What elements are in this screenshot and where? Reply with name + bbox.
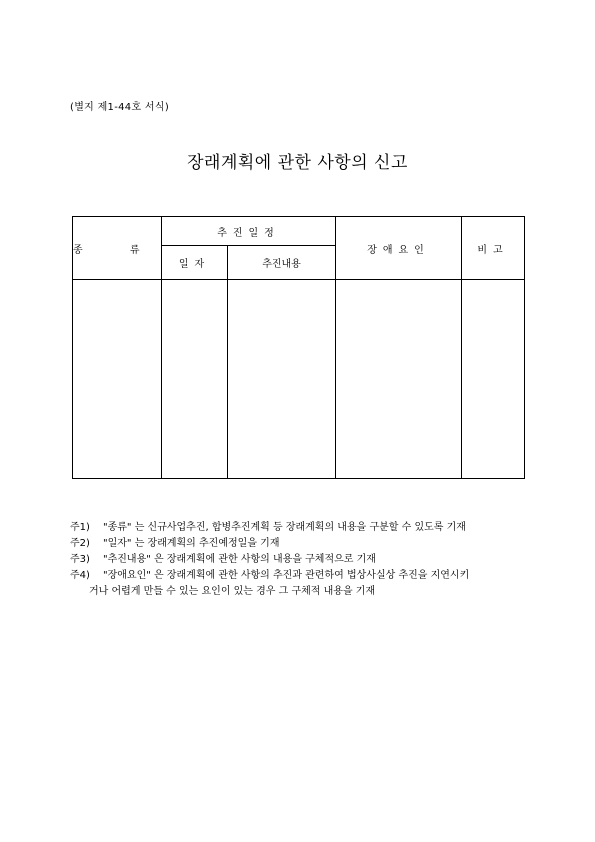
note-text: "장애요인" 은 장래계획에 관한 사항의 추진과 관련하여 법상사실상 추진을 지연시키 (103, 570, 470, 581)
header-remarks: 비고 (477, 244, 509, 256)
note-item (70, 520, 540, 536)
header-content-cell (228, 246, 336, 280)
header-obstacle: 장애요인 (367, 244, 430, 256)
note-item (70, 536, 540, 552)
obstacle-input-cell[interactable] (336, 280, 462, 479)
header-type: 종 류 (73, 244, 162, 256)
note-continuation: 거나 어렵게 만들 수 있는 요인이 있는 경우 그 구체적 내용을 기재 (89, 586, 376, 597)
header-obstacle-cell (336, 217, 462, 280)
table-row (73, 280, 525, 479)
note-number: 주2) (70, 538, 90, 549)
note-text: "추진내용" 은 장래계획에 관한 사항의 내용을 구체적으로 기재 (103, 554, 376, 565)
remarks-input-cell[interactable] (462, 280, 525, 479)
report-table (72, 216, 525, 479)
header-date-cell (162, 246, 228, 280)
header-date: 일자 (178, 259, 211, 270)
type-input-cell[interactable] (73, 280, 162, 479)
header-type-cell (73, 217, 162, 280)
note-text: "종류" 는 신규사업추진, 합병추진계획 등 장래계획의 내용을 구분할 수 있도록 기재 (103, 522, 466, 533)
note-number: 주3) (70, 554, 90, 565)
form-reference-label: (별지 제1-44호 서식) (70, 102, 170, 113)
content-input-cell[interactable] (228, 280, 336, 479)
document-title: 장래계획에 관한 사항의 신고 (187, 153, 408, 173)
note-text: "일자" 는 장래계획의 추진예정일을 기재 (103, 538, 280, 549)
note-item (70, 552, 540, 568)
date-input-cell[interactable] (162, 280, 228, 479)
header-remarks-cell (462, 217, 525, 280)
header-content: 추진내용 (262, 259, 301, 270)
header-schedule-cell (162, 217, 336, 246)
table-header-row-1 (73, 217, 525, 246)
note-item (70, 568, 540, 584)
note-number: 주1) (70, 522, 90, 533)
note-number: 주4) (70, 570, 90, 581)
notes-section (70, 520, 540, 600)
header-schedule: 추진일정 (217, 227, 280, 239)
